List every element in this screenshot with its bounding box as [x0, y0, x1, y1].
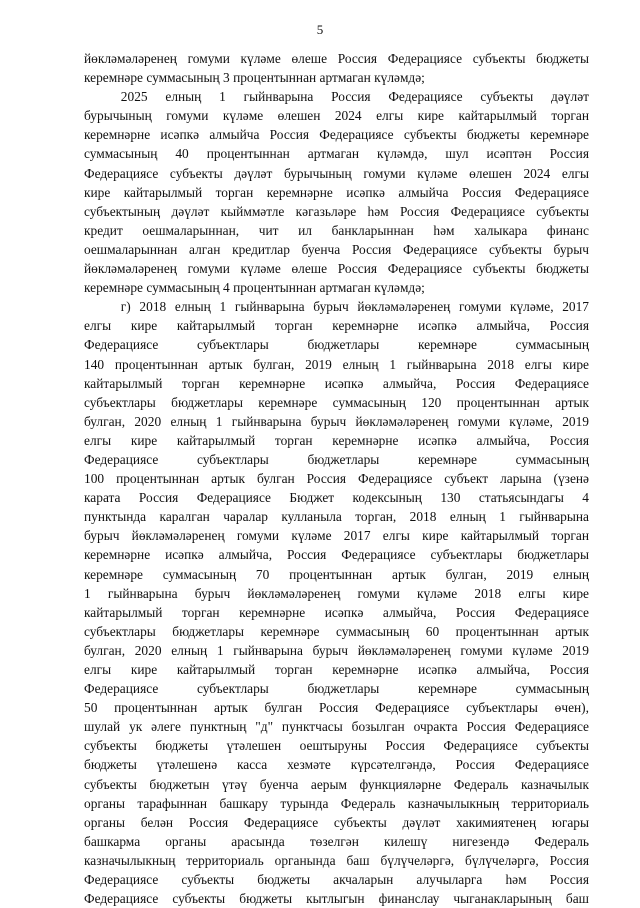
text-line: керемнәрне исәпкә алмыйча, Россия Федерациясе субъектлары бюджетлары [84, 547, 589, 563]
text-line: йөкләмәләренең гомуми күләме өлеше Россия Федерациясе субъекты бюджеты [84, 261, 589, 277]
text-line: кире кайтарылмый торган керемнәрне исәпкә алмыйча Россия Федерациясе [84, 184, 589, 200]
text-line: керемнәре суммасының 4 процентыннан артмаган күләмдә; [84, 280, 425, 296]
text-line: булган, 2020 елның 1 гыйнварына бурыч йөкләмәләренең гомуми күләме 2019 [84, 642, 589, 658]
text-line: оешмаларыннан алган кредитлар буенча Россия Федерациясе субъекты бурыч [84, 241, 589, 257]
text-line: 1 гыйнварына бурыч йөкләмәләренең гомуми күләме 2018 елгы кире [84, 585, 589, 601]
text-line: бурычының гомуми күләме өлешен 2024 елгы кире кайтарылмый торган [84, 108, 589, 124]
text-line: Федерациясе субъектлары бюджетлары керемнәре суммасының [84, 681, 589, 697]
text-line: елгы кире кайтарылмый торган керемнәрне исәпкә алмыйча, Россия [84, 318, 589, 334]
text-line: елгы кире кайтарылмый торган керемнәрне исәпкә алмыйча, Россия [84, 432, 589, 448]
text-line: г) 2018 елның 1 гыйнварына бурыч йөкләмәләренең гомуми күләме, 2017 [120, 299, 589, 315]
text-line: керемнәре суммасының 70 процентыннан артык булган, 2019 елның [84, 566, 589, 582]
text-line: Федерациясе субъекты дәүләт бурычының гомуми күләме өлешен 2024 елгы [84, 165, 589, 181]
text-line: кайтарылмый торган керемнәрне исәпкә алмыйча, Россия Федерациясе [84, 375, 589, 391]
text-line: керемнәрне исәпкә алмыйча Россия Федерациясе субъекты бюджеты керемнәре [84, 127, 589, 143]
text-line: керемнәре суммасының 3 процентыннан артмаган күләмдә; [84, 70, 425, 86]
text-line: органы белән Россия Федерациясе субъекты дәүләт хакимиятенең югары [84, 814, 589, 830]
page-number: 5 [316, 22, 324, 37]
text-line: Федерациясе субъектлары бюджетлары керемнәре суммасының [84, 451, 589, 467]
text-line: 50 процентыннан артык булган Россия Федерациясе субъектлары өчен), [84, 700, 589, 716]
text-line: бурыч йөкләмәләренең гомуми күләме 2017 елгы кире кайтарылмый торган [84, 528, 589, 544]
text-line: кайтарылмый торган керемнәрне исәпкә алмыйча, Россия Федерациясе [84, 604, 589, 620]
text-line: 2025 елның 1 гыйнварына Россия Федерациясе субъекты дәүләт [120, 89, 589, 105]
text-line: шулай ук әлеге пунктның "д" пунктчасы бозылган очракта Россия Федерациясе [84, 719, 589, 735]
text-line: башкарма органы арасында төзелгән килешү нигезендә Федераль [84, 833, 589, 849]
text-line: казначылыкның территориаль органында баш бүлүчеләргә, бүлүчеләргә, Россия [84, 852, 589, 868]
text-line: Федерациясе субъекты бюджеты акчаларын алучыларга һәм Россия [84, 872, 589, 888]
text-line: пунктында каралган чаралар кулланыла торган, 2018 елның 1 гыйнварына [84, 509, 589, 525]
text-line: суммасының 40 процентыннан артмаган күләмдә, шул исәптән Россия [84, 146, 589, 162]
text-line: бюджеты үтәлешенә касса хезмәте күрсәтелгәндә, Россия Федерациясе [84, 757, 589, 773]
text-line: кредит оешмаларыннан, чит ил банкларыннан һәм халыкара финанс [84, 222, 589, 238]
text-line: субъектының дәүләт кыйммәтле кәгазьләре һәм Россия Федерациясе субъекты [84, 203, 589, 219]
text-line: 100 процентыннан артык булган Россия Федерациясе субъект ларына (үзенә [84, 471, 589, 487]
document-body-text [84, 49, 589, 908]
text-line: органы тарафыннан башкару турында Федераль казначылыкның территориаль [84, 795, 589, 811]
text-line: субъекты бюджеты үтәлешен оештыруны Россия Федерациясе субъекты [84, 738, 589, 754]
text-line: йөкләмәләренең гомуми күләме өлеше Россия Федерациясе субъекты бюджеты [84, 51, 589, 66]
text-line: Федерациясе субъектлары бюджетлары керемнәре суммасының [84, 337, 589, 353]
text-line: Федерациясе субъекты бюджеты кытлыгын финанслау чыганакларының баш [84, 891, 589, 907]
text-line: субъектлары бюджетлары керемнәре суммасының 60 процентыннан артык [84, 623, 589, 639]
text-line: булган, 2020 елның 1 гыйнварына бурыч йөкләмәләренең гомуми күләме, 2019 [84, 413, 589, 429]
text-line: субъектлары бюджетлары керемнәре суммасының 120 процентыннан артык [84, 394, 589, 410]
text-line: карата Россия Федерациясе Бюджет кодексының 130 статьясындагы 4 [84, 490, 589, 506]
text-line: елгы кире кайтарылмый торган керемнәрне исәпкә алмыйча, Россия [84, 662, 589, 677]
text-line: 140 процентыннан артык булган, 2019 елның 1 гыйнварына 2018 елгы кире [84, 356, 589, 372]
text-line: субъекты бюджетын үтәү буенча аерым функцияләрне Федераль казначылык [84, 776, 589, 792]
